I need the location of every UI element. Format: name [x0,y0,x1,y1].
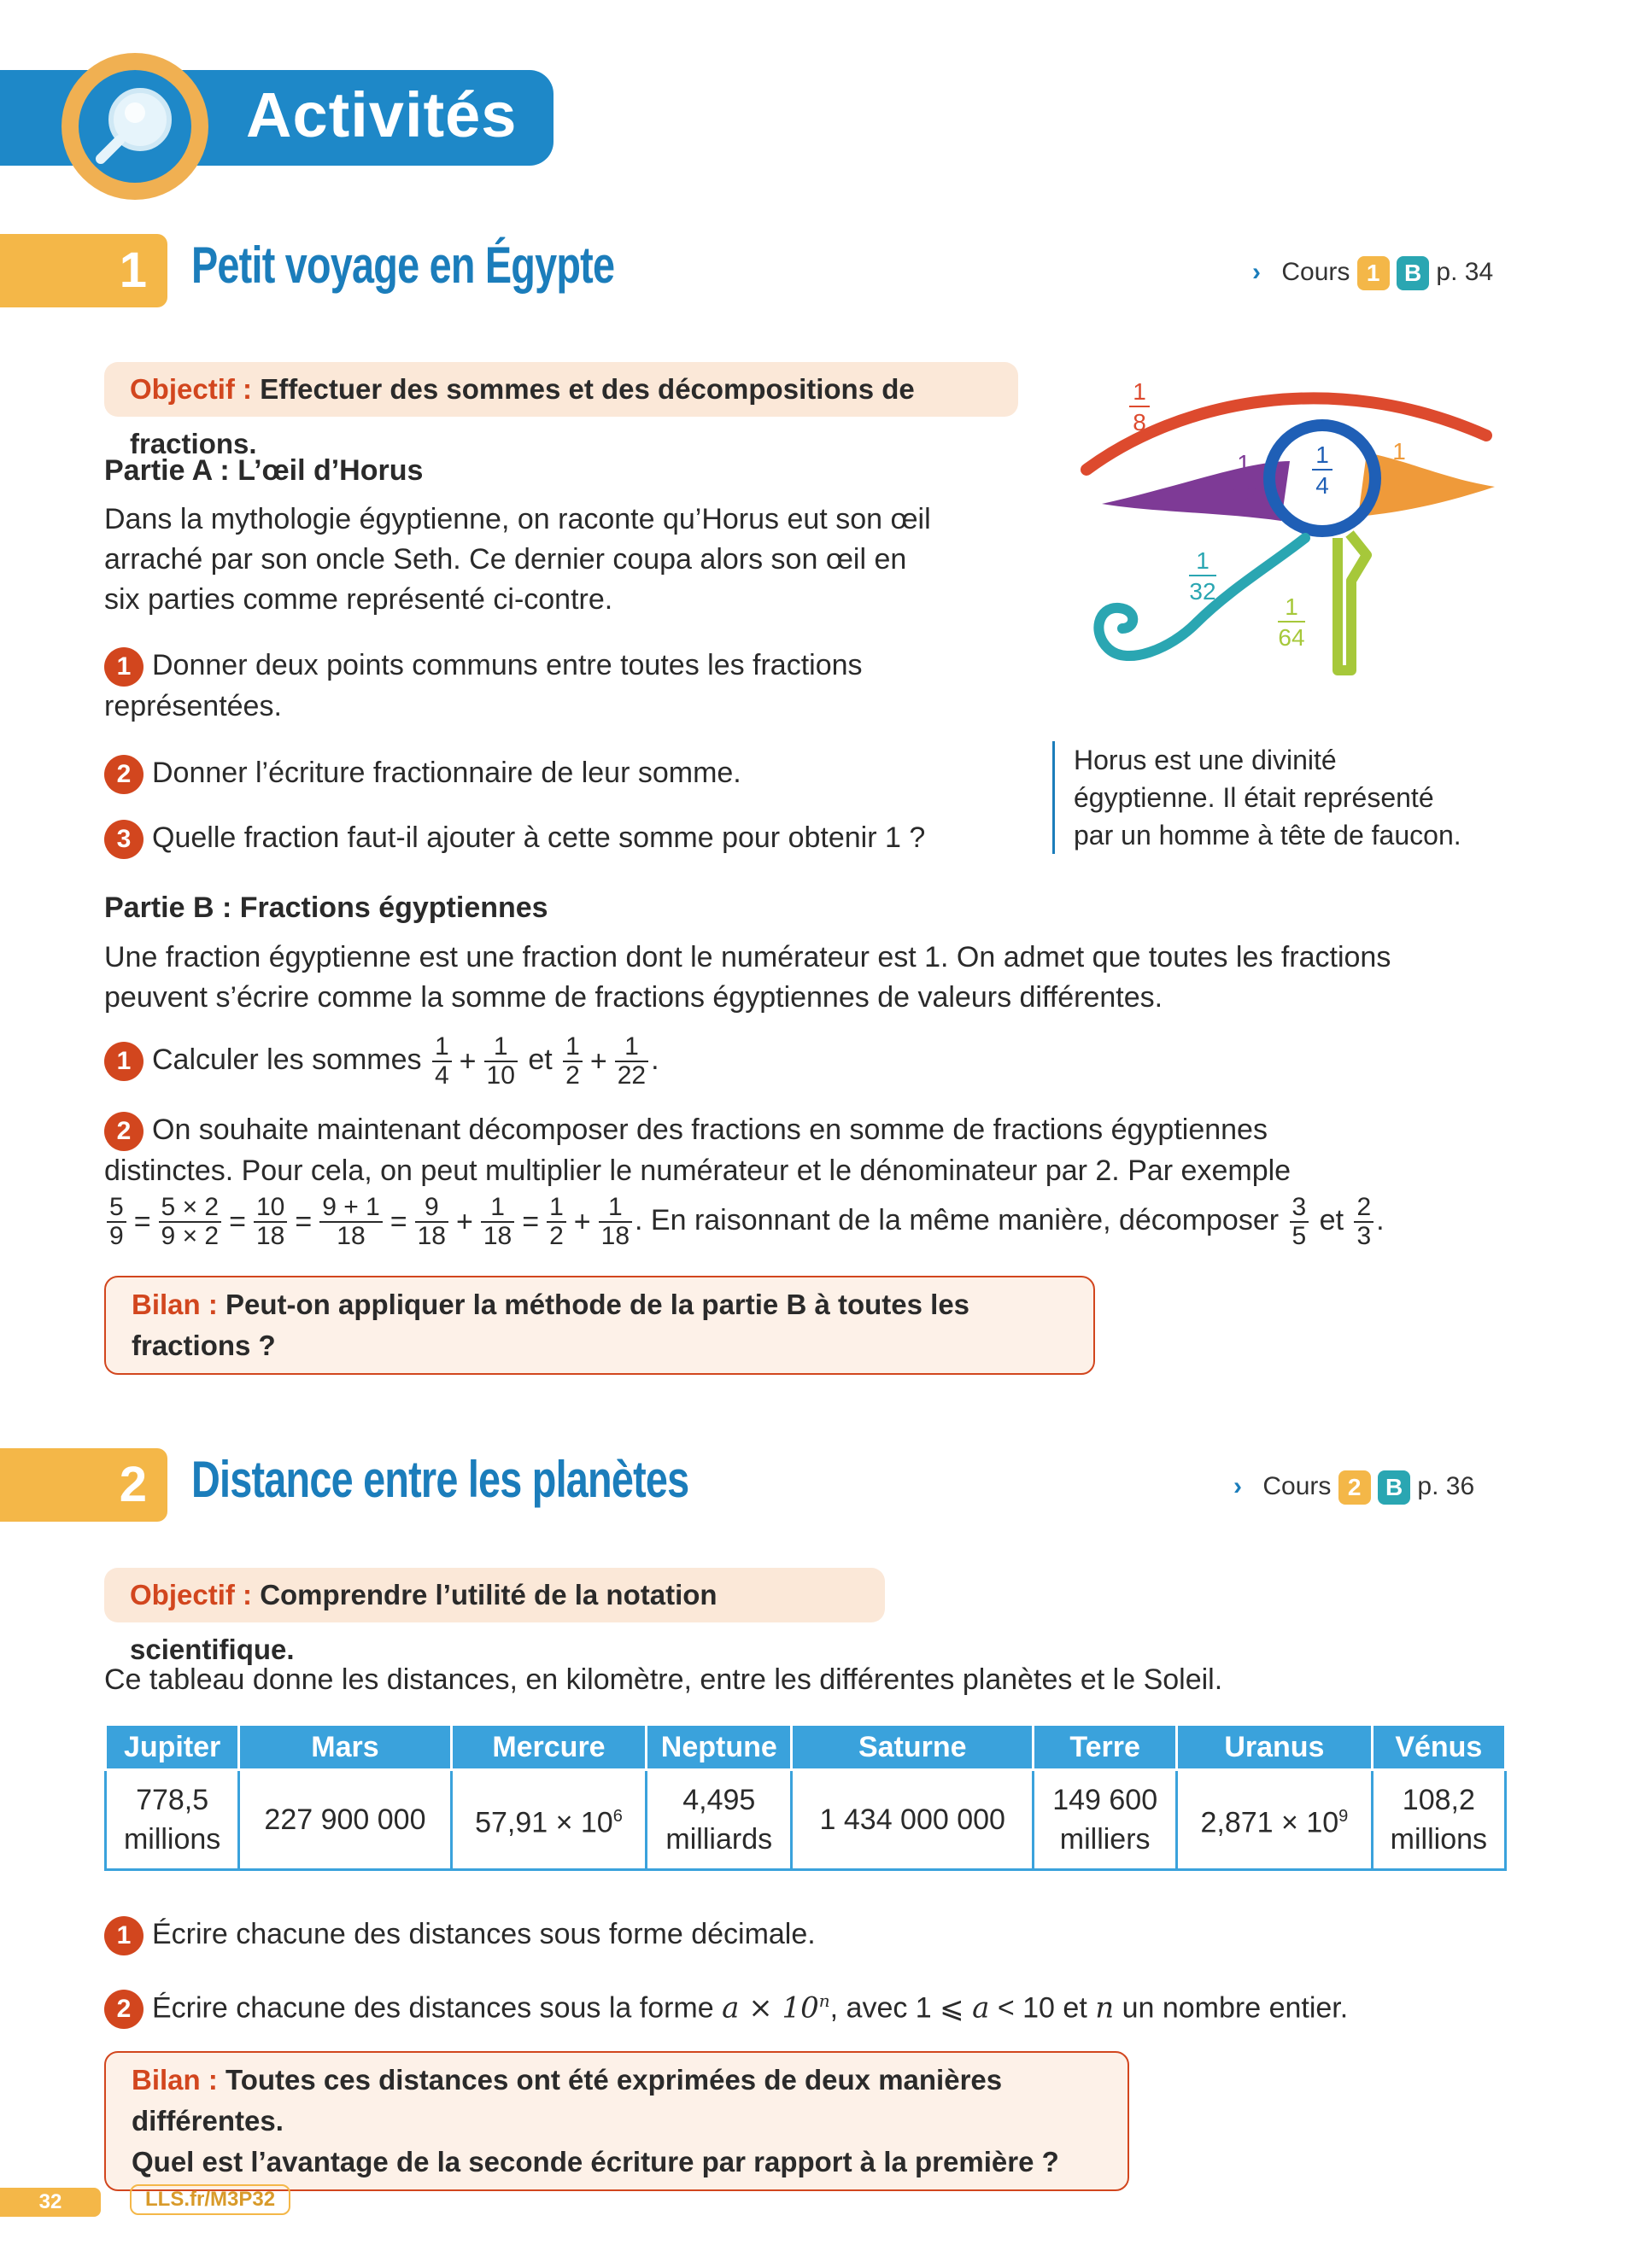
question-number: 2 [104,1990,144,2029]
bilan-text: Peut-on appliquer la méthode de la partie B à toutes les fractions ? [132,1289,970,1361]
section-1-cours-link[interactable] [1252,256,1493,290]
numerator: 1 [599,1194,632,1223]
numerator: 1 [484,1033,518,1062]
equals-sign: = [390,1205,407,1238]
fraction-denominator: 4 [1315,472,1329,499]
math-variable: n [1095,1990,1115,2025]
question-text: < 10 et [997,1991,1087,2025]
numerator: 1 [563,1033,583,1062]
exponent: 9 [1338,1807,1349,1827]
page-title: Activités [246,79,518,150]
bilan-label: Bilan : [132,1289,218,1320]
fraction [254,1194,287,1250]
question-number: 2 [104,755,144,794]
footer-link[interactable]: LLS.fr/M3P32 [130,2184,290,2215]
plus-sign: + [459,1044,477,1078]
chevron-right-icon: › [1233,1471,1242,1500]
cours-page: p. 34 [1436,257,1494,286]
cell-line: 108,2 [1402,1784,1475,1816]
fraction-denominator: 2 [1392,469,1406,495]
cours-badge-letter: B [1397,256,1429,290]
question-number: 3 [104,820,144,859]
cell-line: milliers [1059,1823,1151,1856]
equals-sign: = [133,1205,151,1238]
denominator: 4 [434,1061,449,1090]
fraction [1354,1194,1374,1250]
planet-distance-table [104,1723,1507,1871]
question-b2-equation [104,1194,1556,1250]
numerator: 1 [615,1033,648,1062]
numerator: 5 [107,1194,126,1223]
question-text: un nombre entier. [1122,1991,1349,2025]
plus-sign: + [589,1044,607,1078]
fraction-numerator: 1 [1237,450,1250,476]
objectif-text: Effectuer des sommes et des décompositions de fractions. [130,373,915,459]
bilan-label: Bilan : [132,2064,218,2096]
exponent: n [818,1990,830,2011]
partie-b-title: Partie B : Fractions égyptiennes [104,891,548,924]
partie-b-line: Une fraction égyptienne est une fraction dont le numérateur est 1. On admet que toutes les fractions [104,941,1391,973]
table-cell-terre [1034,1770,1177,1870]
question-text: Quelle fraction faut-il ajouter à cette somme pour obtenir 1 ? [152,821,926,854]
objectif-1 [104,362,1018,459]
cell-line: milliards [665,1823,773,1856]
fraction-denominator: 8 [1133,409,1146,435]
section-2-cours-link[interactable] [1233,1470,1474,1505]
table-header: Neptune [647,1725,792,1770]
fraction [615,1033,648,1090]
objectif-2 [104,1568,885,1665]
table-cell-mars: 227 900 000 [239,1770,451,1870]
section-1-number: 1 [119,243,147,298]
table-header: Saturne [792,1725,1034,1770]
period: . [1376,1203,1385,1236]
chevron-right-icon: › [1252,257,1261,286]
table-cell-neptune [647,1770,792,1870]
question-text: On souhaite maintenant décomposer des fractions en somme de fractions égyptiennes [152,1114,1268,1146]
denominator: 2 [565,1061,580,1090]
cours-badge-number: 1 [1357,256,1390,290]
fraction [319,1194,383,1250]
partie-b-intro [104,938,1539,1018]
page-number: 32 [0,2188,101,2217]
denominator: 18 [483,1222,512,1250]
numerator: 3 [1290,1194,1309,1223]
denominator: 5 [1292,1222,1307,1250]
cours-badge-number: 2 [1338,1470,1371,1505]
bilan-1 [104,1276,1095,1375]
cours-label: Cours [1262,1471,1332,1500]
period: . [651,1043,659,1076]
table-row [106,1770,1506,1870]
equals-sign: = [522,1205,540,1238]
conjunction: et [528,1043,553,1076]
question-text: , avec 1 ⩽ [829,1991,964,2025]
question-text: Écrire chacune des distances sous la forme [152,1991,714,2025]
partie-a-intro [104,500,1027,620]
fraction [563,1033,583,1090]
question-text: Donner l’écriture fractionnaire de leur somme. [152,757,741,789]
fraction [599,1194,632,1250]
fraction-numerator: 1 [1133,378,1146,405]
fraction [107,1194,126,1250]
table-header: Vénus [1372,1725,1505,1770]
fraction-denominator: 16 [1230,481,1257,507]
table-cell-venus [1372,1770,1505,1870]
table-header: Mars [239,1725,451,1770]
objectif-label: Objectif : [130,373,253,405]
fraction-numerator: 1 [1315,441,1329,468]
numerator: 9 [415,1194,448,1223]
cours-badge-letter: B [1378,1470,1410,1505]
question-text: . En raisonnant de la même manière, décomposer [635,1203,1280,1236]
question-text: Écrire chacune des distances sous forme décimale. [152,1918,816,1950]
objectif-text: Comprendre l’utilité de la notation scientifique. [130,1579,718,1665]
table-cell-saturne: 1 434 000 000 [792,1770,1034,1870]
partie-a-line: six parties comme représenté ci-contre. [104,583,613,616]
table-header: Jupiter [106,1725,239,1770]
fraction-numerator: 1 [1392,438,1406,465]
section-2-title: Distance entre les planètes [191,1451,689,1508]
table-cell-jupiter [106,1770,239,1870]
bilan-text: Quel est l’avantage de la seconde écriture par rapport à la première ? [132,2146,1059,2177]
horus-caption [1052,741,1552,854]
partie-a-line: Dans la mythologie égyptienne, on raconte qu’Horus eut son œil [104,503,931,535]
eye-left-shape [1102,461,1290,521]
plus-sign: + [456,1205,473,1238]
partie-a-title: Partie A : L’œil d’Horus [104,454,424,487]
fraction [159,1194,222,1250]
question-a3 [104,818,925,859]
question-b1 [104,1033,659,1090]
denominator: 18 [337,1222,366,1250]
fraction-numerator: 1 [1285,593,1298,620]
denominator: 2 [549,1222,564,1250]
question-2-1 [104,1914,816,1955]
denominator: 3 [1356,1222,1372,1250]
fraction-denominator: 32 [1189,578,1216,605]
partie-b-line: peuvent s’écrire comme la somme de fractions égyptiennes de valeurs différentes. [104,981,1163,1014]
objectif-label: Objectif : [130,1579,253,1610]
numerator: 10 [254,1194,287,1223]
math-variable: a [972,1990,990,2025]
cell-line: millions [1390,1823,1488,1856]
eye-leg-shape [1338,534,1367,670]
conjunction: et [1319,1203,1344,1236]
table-header: Terre [1034,1725,1177,1770]
magnifier-icon [79,70,191,183]
partie-a-line: arraché par son oncle Seth. Ce dernier coupa alors son œil en [104,543,907,576]
numerator: 9 + 1 [319,1194,383,1223]
section-2-number: 2 [119,1457,147,1512]
question-b2 [104,1110,1548,1191]
cell-line: 778,5 [136,1784,209,1816]
equals-sign: = [229,1205,246,1238]
exponent: 6 [612,1807,623,1827]
numerator: 5 × 2 [159,1194,222,1223]
fraction-numerator: 1 [1196,547,1210,574]
caption-line: par un homme à tête de faucon. [1074,820,1461,850]
cell-line: 4,495 [682,1784,756,1816]
question-a1 [104,646,1027,727]
question-text: Calculer les sommes [152,1043,422,1076]
table-header: Mercure [451,1725,647,1770]
fraction [481,1194,514,1250]
section-2-intro: Ce tableau donne les distances, en kilomètre, entre les différentes planètes et le Soleil. [104,1663,1223,1696]
numerator: 1 [547,1194,566,1223]
question-number: 2 [104,1112,144,1151]
cell-line: 149 600 [1052,1784,1158,1816]
fraction [547,1194,566,1250]
fraction [432,1033,452,1090]
question-number: 1 [104,647,144,687]
equals-sign: = [295,1205,313,1238]
section-1-title: Petit voyage en Égypte [191,237,615,294]
fraction [484,1033,518,1090]
cours-label: Cours [1281,257,1350,286]
question-a2 [104,753,741,794]
cell-value: 2,871 × 10 [1200,1806,1339,1839]
question-text: représentées. [104,690,282,723]
question-number: 1 [104,1042,144,1081]
caption-line: égyptienne. Il était représenté [1074,782,1434,813]
plus-sign: + [573,1205,591,1238]
question-number: 1 [104,1916,144,1955]
table-header-row [106,1725,1506,1770]
table-cell-uranus [1177,1770,1373,1870]
denominator: 10 [486,1061,515,1090]
denominator: 18 [417,1222,446,1250]
cell-line: millions [123,1823,221,1856]
question-text: distinctes. Pour cela, on peut multiplier le numérateur et le dénominateur par 2. Par exemple [104,1154,1292,1188]
math-expression: a × 10 [722,1990,819,2025]
bilan-text: Toutes ces distances ont été exprimées de deux manières différentes. [132,2064,1003,2136]
fraction [415,1194,448,1250]
fraction-denominator: 64 [1278,624,1305,651]
table-header: Uranus [1177,1725,1373,1770]
denominator: 18 [600,1222,630,1250]
caption-line: Horus est une divinité [1074,745,1337,775]
denominator: 18 [255,1222,285,1250]
cours-page: p. 36 [1417,1471,1475,1500]
bilan-2 [104,2051,1129,2191]
section-2-tab [0,1448,167,1522]
denominator: 22 [617,1061,647,1090]
table-cell-mercure [451,1770,647,1870]
denominator: 9 [109,1222,124,1250]
eye-of-horus-illustration [1076,367,1503,692]
numerator: 1 [432,1033,452,1062]
numerator: 2 [1354,1194,1374,1223]
question-text: Donner deux points communs entre toutes les fractions [152,649,863,681]
numerator: 1 [481,1194,514,1223]
question-2-2 [104,1981,1348,2029]
denominator: 9 × 2 [161,1222,220,1250]
fraction [1290,1194,1309,1250]
cell-value: 57,91 × 10 [475,1806,613,1839]
section-1-tab [0,234,167,307]
